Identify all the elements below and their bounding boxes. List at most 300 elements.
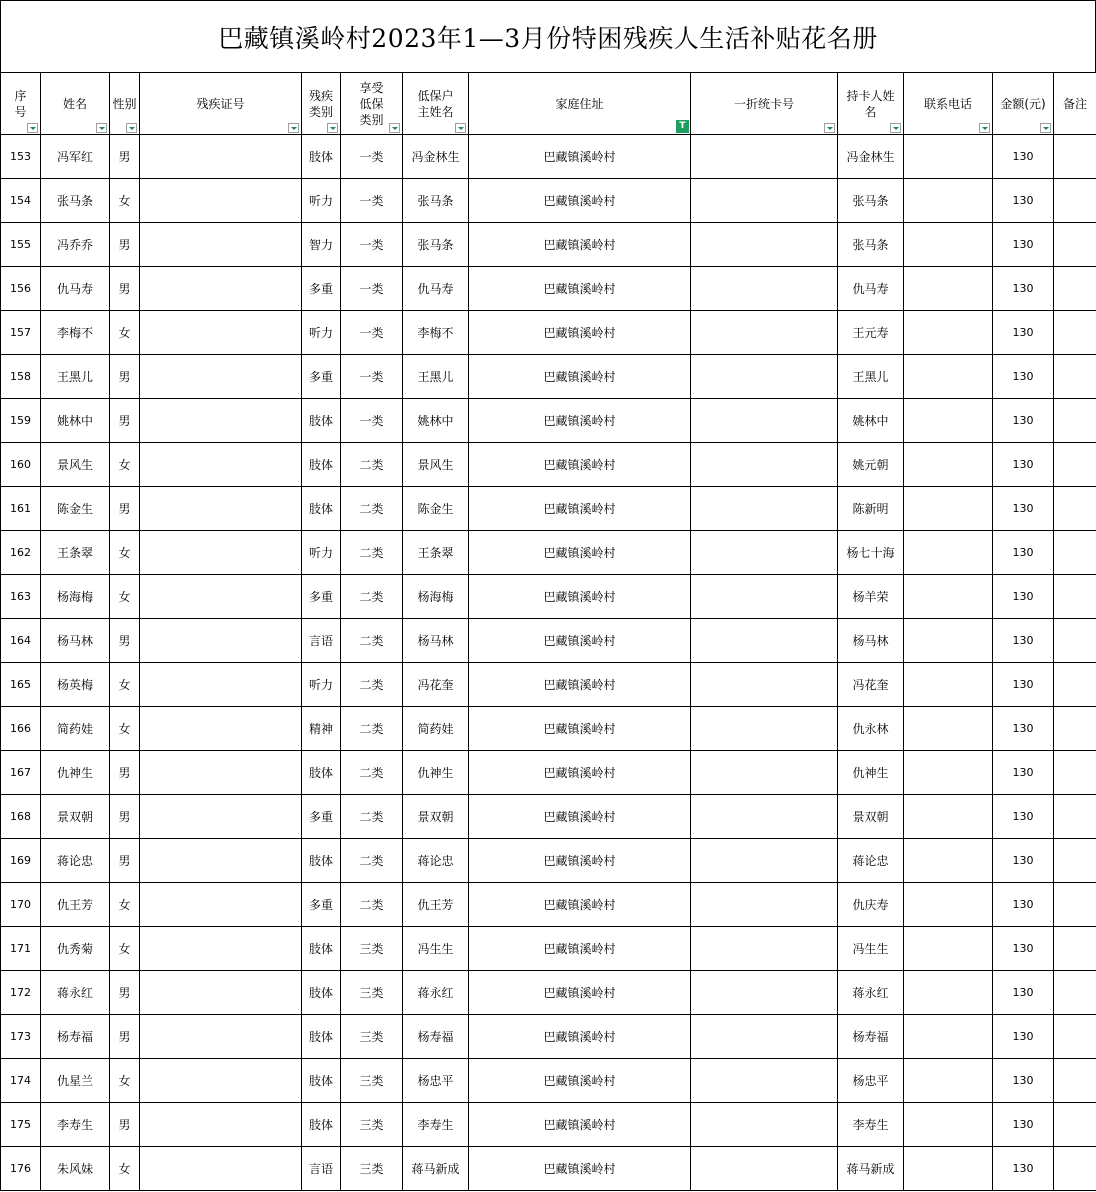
address-cell[interactable]: 巴藏镇溪岭村 bbox=[469, 619, 691, 663]
phone-cell[interactable] bbox=[904, 179, 993, 223]
address-cell[interactable]: 巴藏镇溪岭村 bbox=[469, 223, 691, 267]
address-cell[interactable]: 巴藏镇溪岭村 bbox=[469, 971, 691, 1015]
cardholder-cell[interactable]: 蒋论忠 bbox=[838, 839, 904, 883]
cert-cell[interactable] bbox=[140, 663, 302, 707]
address-cell[interactable]: 巴藏镇溪岭村 bbox=[469, 663, 691, 707]
cardholder-cell[interactable]: 蒋马新成 bbox=[838, 1147, 904, 1191]
note-cell[interactable] bbox=[1054, 619, 1096, 663]
cert-cell[interactable] bbox=[140, 267, 302, 311]
cardholder-cell[interactable]: 王元寿 bbox=[838, 311, 904, 355]
seq-cell[interactable]: 153 bbox=[1, 135, 41, 179]
amount-cell[interactable]: 130 bbox=[993, 795, 1054, 839]
disability-type-cell[interactable]: 肢体 bbox=[302, 751, 341, 795]
filter-dropdown-icon[interactable] bbox=[126, 123, 137, 133]
phone-cell[interactable] bbox=[904, 399, 993, 443]
household-head-cell[interactable]: 张马条 bbox=[403, 223, 469, 267]
seq-cell[interactable]: 154 bbox=[1, 179, 41, 223]
amount-cell[interactable]: 130 bbox=[993, 707, 1054, 751]
card-number-cell[interactable] bbox=[691, 1103, 838, 1147]
gender-cell[interactable]: 男 bbox=[110, 355, 140, 399]
cardholder-cell[interactable]: 冯生生 bbox=[838, 927, 904, 971]
household-head-cell[interactable]: 蒋论忠 bbox=[403, 839, 469, 883]
cert-cell[interactable] bbox=[140, 1147, 302, 1191]
note-cell[interactable] bbox=[1054, 927, 1096, 971]
name-cell[interactable]: 杨寿福 bbox=[41, 1015, 110, 1059]
disability-type-cell[interactable]: 多重 bbox=[302, 883, 341, 927]
note-cell[interactable] bbox=[1054, 487, 1096, 531]
note-cell[interactable] bbox=[1054, 443, 1096, 487]
phone-cell[interactable] bbox=[904, 135, 993, 179]
seq-cell[interactable]: 167 bbox=[1, 751, 41, 795]
low-income-category-cell[interactable]: 一类 bbox=[341, 399, 403, 443]
card-number-cell[interactable] bbox=[691, 751, 838, 795]
card-number-cell[interactable] bbox=[691, 531, 838, 575]
gender-cell[interactable]: 男 bbox=[110, 795, 140, 839]
phone-cell[interactable] bbox=[904, 355, 993, 399]
seq-cell[interactable]: 158 bbox=[1, 355, 41, 399]
amount-cell[interactable]: 130 bbox=[993, 399, 1054, 443]
amount-cell[interactable]: 130 bbox=[993, 223, 1054, 267]
cardholder-cell[interactable]: 仇马寿 bbox=[838, 267, 904, 311]
address-cell[interactable]: 巴藏镇溪岭村 bbox=[469, 839, 691, 883]
cardholder-cell[interactable]: 杨寿福 bbox=[838, 1015, 904, 1059]
gender-cell[interactable]: 男 bbox=[110, 487, 140, 531]
gender-cell[interactable]: 男 bbox=[110, 399, 140, 443]
cert-cell[interactable] bbox=[140, 927, 302, 971]
name-cell[interactable]: 杨海梅 bbox=[41, 575, 110, 619]
seq-cell[interactable]: 160 bbox=[1, 443, 41, 487]
address-cell[interactable]: 巴藏镇溪岭村 bbox=[469, 487, 691, 531]
name-cell[interactable]: 张马条 bbox=[41, 179, 110, 223]
amount-cell[interactable]: 130 bbox=[993, 531, 1054, 575]
gender-cell[interactable]: 女 bbox=[110, 663, 140, 707]
disability-type-cell[interactable]: 肢体 bbox=[302, 443, 341, 487]
phone-cell[interactable] bbox=[904, 619, 993, 663]
seq-cell[interactable]: 155 bbox=[1, 223, 41, 267]
card-number-cell[interactable] bbox=[691, 707, 838, 751]
disability-type-cell[interactable]: 肢体 bbox=[302, 927, 341, 971]
address-cell[interactable]: 巴藏镇溪岭村 bbox=[469, 1015, 691, 1059]
name-cell[interactable]: 蒋永红 bbox=[41, 971, 110, 1015]
name-cell[interactable]: 仇王芳 bbox=[41, 883, 110, 927]
filter-dropdown-icon[interactable] bbox=[27, 123, 38, 133]
filter-dropdown-icon[interactable] bbox=[288, 123, 299, 133]
gender-cell[interactable]: 女 bbox=[110, 1147, 140, 1191]
name-cell[interactable]: 冯乔乔 bbox=[41, 223, 110, 267]
amount-cell[interactable]: 130 bbox=[993, 1147, 1054, 1191]
seq-cell[interactable]: 168 bbox=[1, 795, 41, 839]
note-cell[interactable] bbox=[1054, 179, 1096, 223]
seq-cell[interactable]: 162 bbox=[1, 531, 41, 575]
note-cell[interactable] bbox=[1054, 1059, 1096, 1103]
address-cell[interactable]: 巴藏镇溪岭村 bbox=[469, 399, 691, 443]
disability-type-cell[interactable]: 肢体 bbox=[302, 135, 341, 179]
low-income-category-cell[interactable]: 二类 bbox=[341, 487, 403, 531]
seq-cell[interactable]: 164 bbox=[1, 619, 41, 663]
seq-cell[interactable]: 163 bbox=[1, 575, 41, 619]
card-number-cell[interactable] bbox=[691, 971, 838, 1015]
household-head-cell[interactable]: 姚林中 bbox=[403, 399, 469, 443]
amount-cell[interactable]: 130 bbox=[993, 1103, 1054, 1147]
card-number-cell[interactable] bbox=[691, 663, 838, 707]
cardholder-cell[interactable]: 陈新明 bbox=[838, 487, 904, 531]
address-cell[interactable]: 巴藏镇溪岭村 bbox=[469, 883, 691, 927]
amount-cell[interactable]: 130 bbox=[993, 179, 1054, 223]
address-cell[interactable]: 巴藏镇溪岭村 bbox=[469, 1103, 691, 1147]
household-head-cell[interactable]: 张马条 bbox=[403, 179, 469, 223]
cardholder-cell[interactable]: 姚林中 bbox=[838, 399, 904, 443]
disability-type-cell[interactable]: 肢体 bbox=[302, 1059, 341, 1103]
name-cell[interactable]: 李梅不 bbox=[41, 311, 110, 355]
disability-type-cell[interactable]: 言语 bbox=[302, 1147, 341, 1191]
disability-type-cell[interactable]: 肢体 bbox=[302, 1103, 341, 1147]
note-cell[interactable] bbox=[1054, 1147, 1096, 1191]
card-number-cell[interactable] bbox=[691, 443, 838, 487]
card-number-cell[interactable] bbox=[691, 355, 838, 399]
amount-cell[interactable]: 130 bbox=[993, 839, 1054, 883]
cert-cell[interactable] bbox=[140, 751, 302, 795]
note-cell[interactable] bbox=[1054, 707, 1096, 751]
household-head-cell[interactable]: 景风生 bbox=[403, 443, 469, 487]
household-head-cell[interactable]: 王黑儿 bbox=[403, 355, 469, 399]
low-income-category-cell[interactable]: 三类 bbox=[341, 927, 403, 971]
household-head-cell[interactable]: 杨海梅 bbox=[403, 575, 469, 619]
seq-cell[interactable]: 173 bbox=[1, 1015, 41, 1059]
cert-cell[interactable] bbox=[140, 1103, 302, 1147]
cert-cell[interactable] bbox=[140, 883, 302, 927]
card-number-cell[interactable] bbox=[691, 179, 838, 223]
low-income-category-cell[interactable]: 三类 bbox=[341, 971, 403, 1015]
filter-dropdown-icon[interactable] bbox=[389, 123, 400, 133]
note-cell[interactable] bbox=[1054, 531, 1096, 575]
seq-cell[interactable]: 169 bbox=[1, 839, 41, 883]
low-income-category-cell[interactable]: 三类 bbox=[341, 1147, 403, 1191]
seq-cell[interactable]: 157 bbox=[1, 311, 41, 355]
cert-cell[interactable] bbox=[140, 135, 302, 179]
gender-cell[interactable]: 女 bbox=[110, 531, 140, 575]
note-cell[interactable] bbox=[1054, 751, 1096, 795]
name-cell[interactable]: 陈金生 bbox=[41, 487, 110, 531]
household-head-cell[interactable]: 李寿生 bbox=[403, 1103, 469, 1147]
low-income-category-cell[interactable]: 二类 bbox=[341, 619, 403, 663]
address-cell[interactable]: 巴藏镇溪岭村 bbox=[469, 267, 691, 311]
address-cell[interactable]: 巴藏镇溪岭村 bbox=[469, 751, 691, 795]
gender-cell[interactable]: 女 bbox=[110, 575, 140, 619]
seq-cell[interactable]: 166 bbox=[1, 707, 41, 751]
low-income-category-cell[interactable]: 二类 bbox=[341, 707, 403, 751]
note-cell[interactable] bbox=[1054, 355, 1096, 399]
disability-type-cell[interactable]: 言语 bbox=[302, 619, 341, 663]
phone-cell[interactable] bbox=[904, 927, 993, 971]
household-head-cell[interactable]: 蒋马新成 bbox=[403, 1147, 469, 1191]
address-cell[interactable]: 巴藏镇溪岭村 bbox=[469, 179, 691, 223]
name-cell[interactable]: 王黑儿 bbox=[41, 355, 110, 399]
household-head-cell[interactable]: 仇马寿 bbox=[403, 267, 469, 311]
low-income-category-cell[interactable]: 二类 bbox=[341, 839, 403, 883]
card-number-cell[interactable] bbox=[691, 1059, 838, 1103]
amount-cell[interactable]: 130 bbox=[993, 1015, 1054, 1059]
amount-cell[interactable]: 130 bbox=[993, 663, 1054, 707]
seq-cell[interactable]: 171 bbox=[1, 927, 41, 971]
phone-cell[interactable] bbox=[904, 443, 993, 487]
name-cell[interactable]: 李寿生 bbox=[41, 1103, 110, 1147]
amount-cell[interactable]: 130 bbox=[993, 487, 1054, 531]
seq-cell[interactable]: 174 bbox=[1, 1059, 41, 1103]
low-income-category-cell[interactable]: 二类 bbox=[341, 663, 403, 707]
filter-dropdown-icon[interactable] bbox=[455, 123, 466, 133]
disability-type-cell[interactable]: 智力 bbox=[302, 223, 341, 267]
seq-cell[interactable]: 176 bbox=[1, 1147, 41, 1191]
household-head-cell[interactable]: 杨寿福 bbox=[403, 1015, 469, 1059]
note-cell[interactable] bbox=[1054, 795, 1096, 839]
amount-cell[interactable]: 130 bbox=[993, 1059, 1054, 1103]
phone-cell[interactable] bbox=[904, 487, 993, 531]
card-number-cell[interactable] bbox=[691, 487, 838, 531]
filter-dropdown-icon[interactable] bbox=[327, 123, 338, 133]
amount-cell[interactable]: 130 bbox=[993, 355, 1054, 399]
phone-cell[interactable] bbox=[904, 311, 993, 355]
phone-cell[interactable] bbox=[904, 531, 993, 575]
note-cell[interactable] bbox=[1054, 267, 1096, 311]
low-income-category-cell[interactable]: 一类 bbox=[341, 311, 403, 355]
address-cell[interactable]: 巴藏镇溪岭村 bbox=[469, 443, 691, 487]
low-income-category-cell[interactable]: 三类 bbox=[341, 1015, 403, 1059]
cert-cell[interactable] bbox=[140, 1059, 302, 1103]
low-income-category-cell[interactable]: 三类 bbox=[341, 1059, 403, 1103]
cardholder-cell[interactable]: 姚元朝 bbox=[838, 443, 904, 487]
phone-cell[interactable] bbox=[904, 1147, 993, 1191]
name-cell[interactable]: 简药娃 bbox=[41, 707, 110, 751]
cardholder-cell[interactable]: 张马条 bbox=[838, 223, 904, 267]
disability-type-cell[interactable]: 肢体 bbox=[302, 399, 341, 443]
household-head-cell[interactable]: 冯花奎 bbox=[403, 663, 469, 707]
name-cell[interactable]: 杨英梅 bbox=[41, 663, 110, 707]
name-cell[interactable]: 仇神生 bbox=[41, 751, 110, 795]
note-cell[interactable] bbox=[1054, 839, 1096, 883]
seq-cell[interactable]: 156 bbox=[1, 267, 41, 311]
cardholder-cell[interactable]: 仇神生 bbox=[838, 751, 904, 795]
note-cell[interactable] bbox=[1054, 223, 1096, 267]
cert-cell[interactable] bbox=[140, 223, 302, 267]
card-number-cell[interactable] bbox=[691, 1015, 838, 1059]
cert-cell[interactable] bbox=[140, 487, 302, 531]
disability-type-cell[interactable]: 听力 bbox=[302, 531, 341, 575]
cardholder-cell[interactable]: 杨马林 bbox=[838, 619, 904, 663]
gender-cell[interactable]: 男 bbox=[110, 619, 140, 663]
low-income-category-cell[interactable]: 一类 bbox=[341, 135, 403, 179]
cert-cell[interactable] bbox=[140, 179, 302, 223]
note-cell[interactable] bbox=[1054, 1103, 1096, 1147]
gender-cell[interactable]: 女 bbox=[110, 927, 140, 971]
filter-dropdown-icon[interactable] bbox=[824, 123, 835, 133]
card-number-cell[interactable] bbox=[691, 311, 838, 355]
note-cell[interactable] bbox=[1054, 311, 1096, 355]
card-number-cell[interactable] bbox=[691, 267, 838, 311]
disability-type-cell[interactable]: 听力 bbox=[302, 311, 341, 355]
household-head-cell[interactable]: 王条翠 bbox=[403, 531, 469, 575]
disability-type-cell[interactable]: 多重 bbox=[302, 575, 341, 619]
note-cell[interactable] bbox=[1054, 971, 1096, 1015]
gender-cell[interactable]: 女 bbox=[110, 311, 140, 355]
disability-type-cell[interactable]: 肢体 bbox=[302, 971, 341, 1015]
gender-cell[interactable]: 男 bbox=[110, 223, 140, 267]
gender-cell[interactable]: 女 bbox=[110, 443, 140, 487]
amount-cell[interactable]: 130 bbox=[993, 311, 1054, 355]
note-cell[interactable] bbox=[1054, 135, 1096, 179]
cardholder-cell[interactable]: 景双朝 bbox=[838, 795, 904, 839]
phone-cell[interactable] bbox=[904, 1059, 993, 1103]
household-head-cell[interactable]: 仇神生 bbox=[403, 751, 469, 795]
low-income-category-cell[interactable]: 一类 bbox=[341, 223, 403, 267]
disability-type-cell[interactable]: 精神 bbox=[302, 707, 341, 751]
household-head-cell[interactable]: 杨马林 bbox=[403, 619, 469, 663]
cardholder-cell[interactable]: 冯金林生 bbox=[838, 135, 904, 179]
amount-cell[interactable]: 130 bbox=[993, 267, 1054, 311]
name-cell[interactable]: 仇星兰 bbox=[41, 1059, 110, 1103]
disability-type-cell[interactable]: 肢体 bbox=[302, 1015, 341, 1059]
name-cell[interactable]: 蒋论忠 bbox=[41, 839, 110, 883]
phone-cell[interactable] bbox=[904, 707, 993, 751]
card-number-cell[interactable] bbox=[691, 883, 838, 927]
household-head-cell[interactable]: 冯生生 bbox=[403, 927, 469, 971]
name-cell[interactable]: 王条翠 bbox=[41, 531, 110, 575]
household-head-cell[interactable]: 冯金林生 bbox=[403, 135, 469, 179]
address-cell[interactable]: 巴藏镇溪岭村 bbox=[469, 1059, 691, 1103]
address-cell[interactable]: 巴藏镇溪岭村 bbox=[469, 135, 691, 179]
household-head-cell[interactable]: 李梅不 bbox=[403, 311, 469, 355]
disability-type-cell[interactable]: 多重 bbox=[302, 355, 341, 399]
note-cell[interactable] bbox=[1054, 1015, 1096, 1059]
phone-cell[interactable] bbox=[904, 751, 993, 795]
low-income-category-cell[interactable]: 二类 bbox=[341, 443, 403, 487]
gender-cell[interactable]: 女 bbox=[110, 707, 140, 751]
card-number-cell[interactable] bbox=[691, 927, 838, 971]
address-cell[interactable]: 巴藏镇溪岭村 bbox=[469, 707, 691, 751]
filter-dropdown-icon[interactable] bbox=[979, 123, 990, 133]
phone-cell[interactable] bbox=[904, 839, 993, 883]
gender-cell[interactable]: 女 bbox=[110, 883, 140, 927]
name-cell[interactable]: 仇马寿 bbox=[41, 267, 110, 311]
low-income-category-cell[interactable]: 一类 bbox=[341, 179, 403, 223]
gender-cell[interactable]: 男 bbox=[110, 751, 140, 795]
name-cell[interactable]: 景双朝 bbox=[41, 795, 110, 839]
address-cell[interactable]: 巴藏镇溪岭村 bbox=[469, 927, 691, 971]
amount-cell[interactable]: 130 bbox=[993, 575, 1054, 619]
cardholder-cell[interactable]: 张马条 bbox=[838, 179, 904, 223]
seq-cell[interactable]: 161 bbox=[1, 487, 41, 531]
gender-cell[interactable]: 男 bbox=[110, 971, 140, 1015]
low-income-category-cell[interactable]: 一类 bbox=[341, 267, 403, 311]
amount-cell[interactable]: 130 bbox=[993, 619, 1054, 663]
amount-cell[interactable]: 130 bbox=[993, 927, 1054, 971]
gender-cell[interactable]: 男 bbox=[110, 1015, 140, 1059]
low-income-category-cell[interactable]: 二类 bbox=[341, 795, 403, 839]
filter-dropdown-icon[interactable] bbox=[890, 123, 901, 133]
address-cell[interactable]: 巴藏镇溪岭村 bbox=[469, 795, 691, 839]
phone-cell[interactable] bbox=[904, 223, 993, 267]
cert-cell[interactable] bbox=[140, 575, 302, 619]
note-cell[interactable] bbox=[1054, 663, 1096, 707]
phone-cell[interactable] bbox=[904, 795, 993, 839]
household-head-cell[interactable]: 杨忠平 bbox=[403, 1059, 469, 1103]
seq-cell[interactable]: 159 bbox=[1, 399, 41, 443]
household-head-cell[interactable]: 景双朝 bbox=[403, 795, 469, 839]
card-number-cell[interactable] bbox=[691, 575, 838, 619]
cert-cell[interactable] bbox=[140, 443, 302, 487]
amount-cell[interactable]: 130 bbox=[993, 135, 1054, 179]
cardholder-cell[interactable]: 李寿生 bbox=[838, 1103, 904, 1147]
phone-cell[interactable] bbox=[904, 1103, 993, 1147]
low-income-category-cell[interactable]: 二类 bbox=[341, 751, 403, 795]
gender-cell[interactable]: 男 bbox=[110, 135, 140, 179]
gender-cell[interactable]: 男 bbox=[110, 1103, 140, 1147]
household-head-cell[interactable]: 蒋永红 bbox=[403, 971, 469, 1015]
cardholder-cell[interactable]: 冯花奎 bbox=[838, 663, 904, 707]
low-income-category-cell[interactable]: 一类 bbox=[341, 355, 403, 399]
address-cell[interactable]: 巴藏镇溪岭村 bbox=[469, 311, 691, 355]
phone-cell[interactable] bbox=[904, 883, 993, 927]
cert-cell[interactable] bbox=[140, 839, 302, 883]
name-cell[interactable]: 仇秀菊 bbox=[41, 927, 110, 971]
phone-cell[interactable] bbox=[904, 267, 993, 311]
address-cell[interactable]: 巴藏镇溪岭村 bbox=[469, 1147, 691, 1191]
phone-cell[interactable] bbox=[904, 971, 993, 1015]
name-cell[interactable]: 杨马林 bbox=[41, 619, 110, 663]
cardholder-cell[interactable]: 王黑儿 bbox=[838, 355, 904, 399]
amount-cell[interactable]: 130 bbox=[993, 443, 1054, 487]
cardholder-cell[interactable]: 仇永林 bbox=[838, 707, 904, 751]
cardholder-cell[interactable]: 杨忠平 bbox=[838, 1059, 904, 1103]
low-income-category-cell[interactable]: 二类 bbox=[341, 531, 403, 575]
note-cell[interactable] bbox=[1054, 575, 1096, 619]
cert-cell[interactable] bbox=[140, 1015, 302, 1059]
cert-cell[interactable] bbox=[140, 311, 302, 355]
cardholder-cell[interactable]: 杨七十海 bbox=[838, 531, 904, 575]
note-cell[interactable] bbox=[1054, 883, 1096, 927]
cert-cell[interactable] bbox=[140, 531, 302, 575]
cert-cell[interactable] bbox=[140, 619, 302, 663]
disability-type-cell[interactable]: 听力 bbox=[302, 663, 341, 707]
disability-type-cell[interactable]: 肢体 bbox=[302, 839, 341, 883]
gender-cell[interactable]: 男 bbox=[110, 267, 140, 311]
household-head-cell[interactable]: 简药娃 bbox=[403, 707, 469, 751]
card-number-cell[interactable] bbox=[691, 839, 838, 883]
card-number-cell[interactable] bbox=[691, 223, 838, 267]
seq-cell[interactable]: 165 bbox=[1, 663, 41, 707]
low-income-category-cell[interactable]: 二类 bbox=[341, 883, 403, 927]
household-head-cell[interactable]: 仇王芳 bbox=[403, 883, 469, 927]
amount-cell[interactable]: 130 bbox=[993, 883, 1054, 927]
card-number-cell[interactable] bbox=[691, 399, 838, 443]
disability-type-cell[interactable]: 肢体 bbox=[302, 487, 341, 531]
cardholder-cell[interactable]: 蒋永红 bbox=[838, 971, 904, 1015]
gender-cell[interactable]: 女 bbox=[110, 1059, 140, 1103]
household-head-cell[interactable]: 陈金生 bbox=[403, 487, 469, 531]
seq-cell[interactable]: 172 bbox=[1, 971, 41, 1015]
text-filter-icon[interactable]: T bbox=[676, 120, 689, 133]
gender-cell[interactable]: 女 bbox=[110, 179, 140, 223]
cert-cell[interactable] bbox=[140, 355, 302, 399]
card-number-cell[interactable] bbox=[691, 1147, 838, 1191]
phone-cell[interactable] bbox=[904, 1015, 993, 1059]
cardholder-cell[interactable]: 杨羊荣 bbox=[838, 575, 904, 619]
address-cell[interactable]: 巴藏镇溪岭村 bbox=[469, 575, 691, 619]
filter-dropdown-icon[interactable] bbox=[96, 123, 107, 133]
cert-cell[interactable] bbox=[140, 399, 302, 443]
card-number-cell[interactable] bbox=[691, 135, 838, 179]
disability-type-cell[interactable]: 多重 bbox=[302, 267, 341, 311]
name-cell[interactable]: 冯军红 bbox=[41, 135, 110, 179]
